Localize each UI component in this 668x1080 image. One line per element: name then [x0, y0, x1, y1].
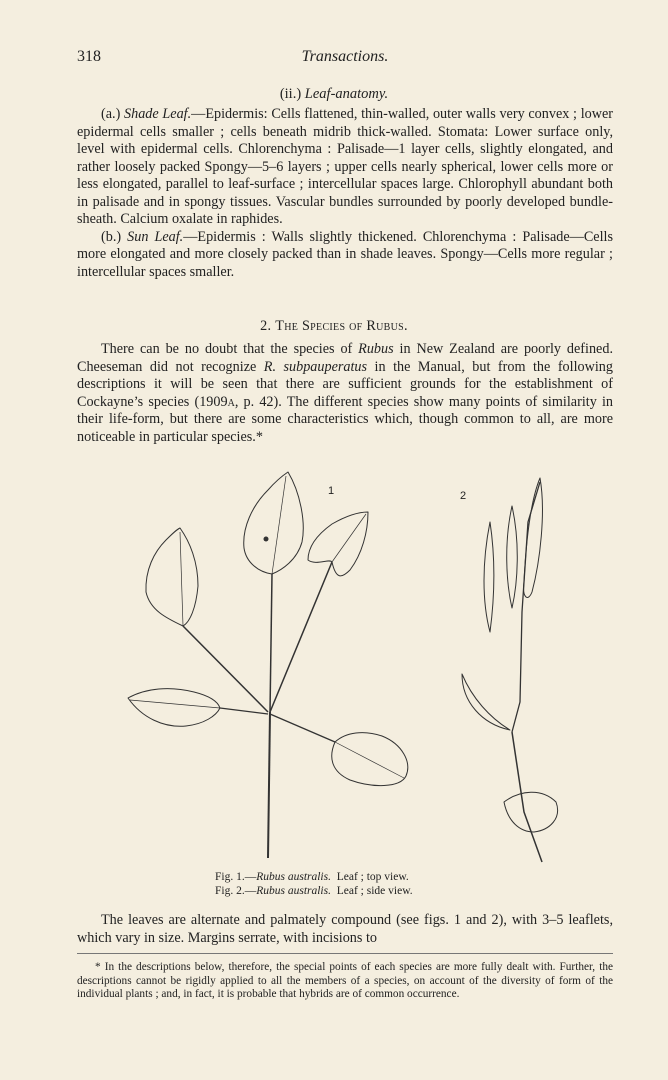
subsection-heading	[0, 86, 668, 103]
fig2-leaflet-bottom	[504, 792, 558, 832]
fig2-leaflet-lower	[462, 674, 510, 730]
sun-text: —Epidermis : Walls slightly thickened. Chlorenchyma : Palisade—Cells more elongated and more closely packed than in shade leaves. Spongy—Cells more regular ; intercellular spaces smaller.	[77, 228, 613, 280]
species-name: R. subpauperatus	[263, 358, 368, 375]
fig2-number-label: 2	[460, 490, 467, 502]
fig1-stalk-lower-left	[220, 708, 268, 714]
fig1-leaflet-top	[244, 472, 303, 574]
shade-text: —Epidermis: Cells flattened, thin-walled, outer walls very convex ; lower epidermal cells smaller ; cells beneath midrib thick-walled. Stomata: Lower surface only, level with epidermal cells. Chlorenchyma : Palisade—1 layer cells, slightly elongated, and rather loosely packed Spongy—5–6 layers ; upper cells nearly spherical, lower cells more or less elongated, parallel to leaf-surface ; intercellular spaces large. Chlorophyll abundant both in palisade and in spongy tissues. Vascular bundles surrounded by poorly developed bundle-sheath. Calcium oxalate in raphides.	[77, 106, 614, 227]
genus-name: Rubus	[358, 341, 394, 357]
sun-label: (b.)	[101, 228, 122, 245]
subsection-title: Leaf-anatomy.	[304, 86, 389, 102]
fig1-spot	[264, 537, 269, 542]
shade-label: (a.)	[101, 106, 121, 122]
sun-title: Sun Leaf.	[127, 228, 184, 245]
citation-letter: a	[227, 393, 235, 410]
para1-text-3: in the Manual, but from the following descriptions it will be seen that there are sufficient grounds for the establishment of Cockayne’s species (1909	[77, 358, 613, 410]
fig2-leaflet-mid-2	[484, 522, 494, 632]
running-title: Transactions.	[301, 48, 389, 65]
section-heading	[0, 318, 668, 335]
leaf-anatomy-text	[77, 106, 613, 281]
caption-fig1: Fig. 1.—Rubus australis. Leaf ; top view.	[215, 871, 409, 883]
subsection-number: (ii.)	[279, 86, 302, 102]
footnote: * In the descriptions below, therefore, the special points of each species are more fully dealt with. Further, the descriptions cannot be rigidly applied to all the members of a species, on account of the diversity of form of the individual plants ; and, in fact, it is probable that hybrids are of common occurrence.	[77, 961, 613, 1000]
footnote-rule	[77, 953, 613, 954]
fig1-leaflet-lower-right	[332, 733, 408, 786]
fig1-stalk-left	[183, 626, 268, 712]
shade-title: Shade Leaf.	[124, 106, 192, 122]
caption-fig2: Fig. 2.—Rubus australis. Leaf ; side view.	[215, 885, 413, 897]
rubus-leaf-figure	[110, 462, 570, 870]
species-paragraph	[77, 341, 613, 446]
para1-text-1: There can be no doubt that the species of	[101, 341, 359, 357]
fig1-stalk-lower-right	[270, 714, 335, 742]
fig1-petiole	[268, 712, 270, 858]
section-number: 2.	[260, 318, 272, 334]
leaves-paragraph: The leaves are alternate and palmately compound (see figs. 1 and 2), with 3–5 leaflets, which vary in size. Margins serrate, with incisions to	[77, 912, 613, 946]
section-title: The Species of Rubus.	[275, 318, 408, 334]
fig1-leaflet-lower-left	[128, 689, 220, 727]
page-number: 318	[77, 48, 101, 65]
fig1-stalk-right	[270, 562, 332, 712]
shade-leaf-paragraph	[77, 106, 613, 229]
para1-text-2: in New Zealand are poorly defined. Cheeseman did not recognize	[77, 341, 613, 375]
fig2-stalk	[512, 482, 540, 732]
fig1-leaflet-left	[146, 528, 198, 626]
fig2-petiole	[512, 732, 542, 862]
sun-leaf-paragraph	[77, 229, 613, 282]
fig1-number-label: 1	[328, 485, 335, 497]
figure-captions	[215, 870, 413, 898]
page-header	[77, 48, 613, 70]
fig2-leaflet-mid-1	[507, 506, 518, 608]
fig1-stalk-top	[270, 574, 272, 712]
para1-text-4: , p. 42). The different species show many points of similarity in their life-form, but there are some characteristics which, though common to all, are more noticeable in particular species.*	[77, 393, 613, 445]
fig1-leaflet-right	[308, 512, 368, 576]
